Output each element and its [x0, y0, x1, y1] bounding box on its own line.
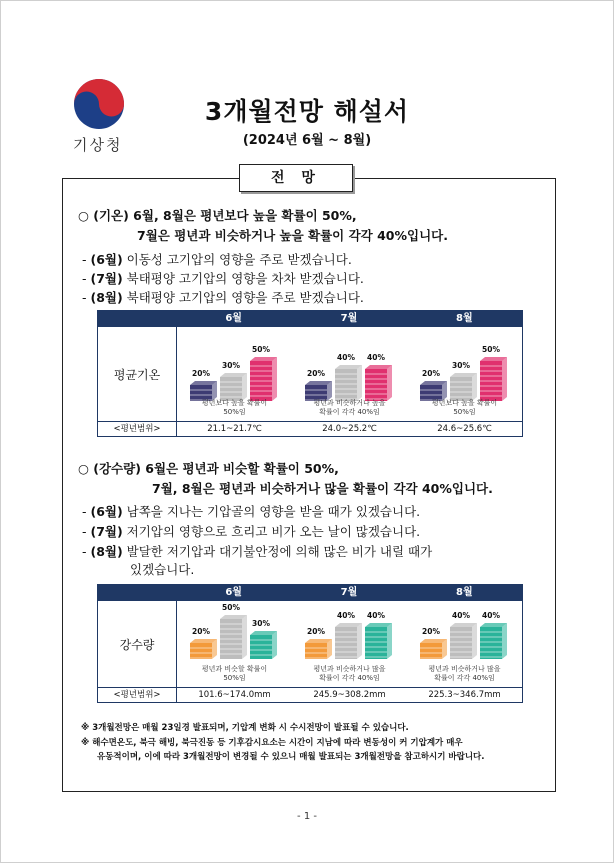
probability-stack [305, 639, 333, 660]
temp-headline-2: 7월은 평년과 비슷하거나 높을 확률이 각각 40%입니다. [137, 228, 448, 243]
probability-label: 40% [337, 353, 355, 362]
cell-caption [177, 665, 292, 683]
precip-headline-1: ○ (강수량) 6월은 평년과 비슷할 확률이 50%, [78, 461, 339, 476]
probability-stack [250, 357, 278, 402]
bullet-month: (7월) [90, 271, 123, 286]
prob-cell [177, 327, 292, 421]
row-label: 평균기온 [98, 327, 177, 421]
range-label: <평년범위> [98, 422, 177, 436]
probability-stack [480, 357, 508, 402]
range-row [98, 688, 522, 702]
note-line: ※ 3개월전망은 매월 23일경 발표되며, 기압계 변화 시 수시전망이 발표될 수 있습니다. [81, 723, 409, 733]
outlook-tab-label: 전 망 [239, 164, 353, 192]
probability-stack [480, 623, 508, 660]
precip-bullet: - (6월) 남쪽을 지나는 기압골의 영향을 받을 때가 있겠습니다. [82, 504, 421, 519]
table-body [98, 601, 522, 688]
probability-label: 20% [422, 369, 440, 378]
range-row [98, 422, 522, 436]
note-line: ※ 해수면온도, 북극 해빙, 북극진동 등 기후감시요소는 시간이 지남에 따라 변동성이 커 기압계가 매우 [81, 738, 463, 748]
table-body [98, 327, 522, 422]
caption-line: 50%임 [223, 674, 246, 682]
bullet-month: (8월) [90, 290, 123, 305]
cell-caption [407, 665, 522, 683]
precip-bullet: - (7월) 저기압의 영향으로 흐리고 비가 오는 날이 많겠습니다. [82, 524, 421, 539]
caption-line: 50%임 [453, 408, 476, 416]
bullet-text: 북태평양 고기압의 영향을 차차 받겠습니다. [122, 271, 364, 286]
month-header: 7월 [340, 587, 358, 598]
probability-stack [335, 365, 363, 402]
month-header: 8월 [456, 587, 473, 598]
temp-bullet: - (7월) 북태평양 고기압의 영향을 차차 받겠습니다. [82, 271, 364, 286]
probability-label: 40% [452, 611, 470, 620]
note-line: 유동적이며, 이에 따라 3개월전망이 변경될 수 있으니 매월 발표되는 3개월전망을 참고하시기 바랍니다. [97, 752, 485, 762]
precip-headline-2: 7월, 8월은 평년과 비슷하거나 많을 확률이 각각 40%입니다. [152, 481, 493, 496]
caption-line: 평년보다 높을 확률이 [431, 399, 498, 407]
bullet-text: 발달한 저기압과 대기불안정에 의해 많은 비가 내릴 때가 [122, 544, 433, 559]
bullet-month: (8월) [90, 544, 123, 559]
probability-stack [365, 365, 393, 402]
caption-line: 평년과 비슷하거나 높을 [313, 399, 386, 407]
caption-line: 50%임 [223, 408, 246, 416]
probability-stack [190, 639, 218, 660]
probability-stack [450, 373, 478, 402]
precip-bullet-cont: 있겠습니다. [130, 562, 195, 577]
temp-bullet: - (8월) 북태평양 고기압의 영향을 주로 받겠습니다. [82, 290, 364, 305]
prob-cell [407, 327, 522, 421]
probability-stack [220, 615, 248, 660]
table-header [98, 311, 522, 327]
prob-cell [177, 601, 292, 687]
bullet-month: (6월) [90, 252, 123, 267]
probability-label: 50% [222, 603, 240, 612]
bullet-text: 저기압의 영향으로 흐리고 비가 오는 날이 많겠습니다. [122, 524, 421, 539]
caption-line: 평년과 비슷하거나 많을 [428, 665, 501, 673]
probability-label: 40% [367, 611, 385, 620]
probability-label: 20% [192, 627, 210, 636]
page-subtitle: (2024년 6월 ~ 8월) [242, 133, 372, 148]
prob-cell [292, 327, 407, 421]
temp-headline-1: ○ (기온) 6월, 8월은 평년보다 높을 확률이 50%, [78, 208, 357, 223]
temp-bullet: - (6월) 이동성 고기압의 영향을 주로 받겠습니다. [82, 252, 352, 267]
range-label: <평년범위> [98, 688, 177, 702]
month-header: 7월 [340, 313, 358, 324]
probability-label: 40% [482, 611, 500, 620]
caption-line: 확률이 각각 40%임 [319, 674, 380, 682]
probability-label: 30% [452, 361, 470, 370]
cell-caption [177, 399, 292, 417]
probability-label: 40% [367, 353, 385, 362]
cell-caption [292, 665, 407, 683]
page-number: - 1 - [297, 811, 317, 822]
logo-text: 기상청 [73, 136, 123, 154]
precip-table [97, 584, 523, 703]
bullet-month: (7월) [90, 524, 123, 539]
range-value: 245.9~308.2mm [313, 690, 386, 700]
page-title: 3개월전망 해설서 [204, 97, 410, 126]
prob-cell [407, 601, 522, 687]
bullet-text: 남쪽을 지나는 기압골의 영향을 받을 때가 있겠습니다. [122, 504, 421, 519]
caption-line: 평년과 비슷할 확률이 [201, 665, 268, 673]
probability-label: 40% [337, 611, 355, 620]
probability-label: 50% [482, 345, 500, 354]
probability-stack [335, 623, 363, 660]
temp-table [97, 310, 523, 437]
table-header [98, 585, 522, 601]
prob-cell [292, 601, 407, 687]
bullet-month: (6월) [90, 504, 123, 519]
probability-label: 20% [307, 369, 325, 378]
caption-line: 확률이 각각 40%임 [434, 674, 495, 682]
cell-caption [407, 399, 522, 417]
probability-stack [420, 639, 448, 660]
cell-caption [292, 399, 407, 417]
probability-label: 50% [252, 345, 270, 354]
probability-stack [365, 623, 393, 660]
month-header: 6월 [225, 313, 242, 324]
bullet-text: 북태평양 고기압의 영향을 주로 받겠습니다. [122, 290, 364, 305]
caption-line: 평년과 비슷하거나 많을 [313, 665, 386, 673]
range-value: 225.3~346.7mm [428, 690, 501, 700]
range-value: 101.6~174.0mm [198, 690, 271, 700]
probability-stack [250, 631, 278, 660]
probability-stack [220, 373, 248, 402]
row-label: 강수량 [98, 601, 177, 687]
probability-label: 20% [307, 627, 325, 636]
probability-label: 30% [252, 619, 270, 628]
bullet-text: 이동성 고기압의 영향을 주로 받겠습니다. [122, 252, 352, 267]
range-value: 24.0~25.2℃ [322, 424, 377, 434]
precip-bullet: - (8월) 발달한 저기압과 대기불안정에 의해 많은 비가 내릴 때가 [82, 544, 433, 559]
range-value: 21.1~21.7℃ [207, 424, 262, 434]
month-header: 8월 [456, 313, 473, 324]
caption-line: 확률이 각각 40%임 [319, 408, 380, 416]
range-value: 24.6~25.6℃ [437, 424, 492, 434]
probability-label: 20% [192, 369, 210, 378]
probability-stack [450, 623, 478, 660]
month-header: 6월 [225, 587, 242, 598]
caption-line: 평년보다 높을 확률이 [201, 399, 268, 407]
probability-label: 30% [222, 361, 240, 370]
probability-label: 20% [422, 627, 440, 636]
